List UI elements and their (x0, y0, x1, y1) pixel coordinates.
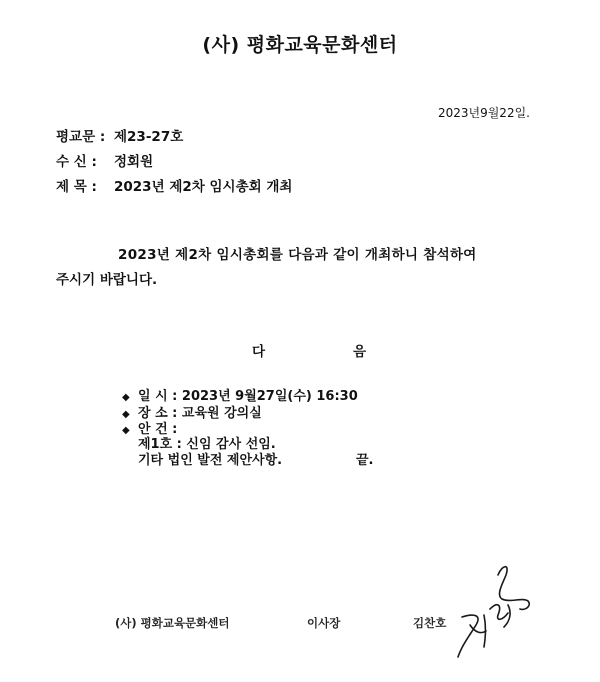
meta-recipient (56, 150, 153, 170)
handwritten-signature-icon (440, 555, 540, 665)
detail-text: 일 시 : 2023년 9월27일(수) 16:30 (138, 389, 358, 404)
agenda-item-2: 기타 법인 발전 제안사항. (138, 453, 283, 468)
diamond-bullet-icon: ◆ (122, 425, 130, 436)
diamond-bullet-icon: ◆ (122, 392, 130, 403)
document-title: (사) 평화교육문화센터 (202, 34, 398, 56)
meta-label: 평교문 : (56, 129, 106, 145)
meta-doc-number (56, 125, 183, 145)
meta-label: 수 신 : (56, 154, 97, 170)
footer-name: 김찬호 (413, 616, 447, 630)
meta-subject (56, 175, 292, 195)
body-line-2: 주시기 바랍니다. (56, 272, 158, 288)
meta-label: 제 목 : (56, 179, 97, 195)
agenda-item-1: 제1호 : 신임 감사 선임. (138, 437, 276, 452)
body-line-1: 2023년 제2차 임시총회를 다음과 같이 개최하니 참석하여 (118, 247, 477, 263)
meta-value: 정회원 (114, 154, 154, 170)
end-mark: 끝. (356, 453, 374, 468)
meta-value: 제23-27호 (114, 129, 184, 145)
section-heading-da: 다 (252, 344, 266, 360)
footer-organization: (사) 평화교육문화센터 (115, 616, 230, 630)
section-heading-eum: 음 (353, 344, 367, 360)
detail-text: 안 건 : (138, 422, 178, 437)
footer-role: 이사장 (307, 616, 341, 630)
detail-text: 장 소 : 교육원 강의실 (138, 406, 262, 421)
meta-value: 2023년 제2차 임시총회 개최 (114, 179, 293, 195)
document-date: 2023년9월22일. (437, 106, 530, 120)
diamond-bullet-icon: ◆ (122, 409, 130, 420)
